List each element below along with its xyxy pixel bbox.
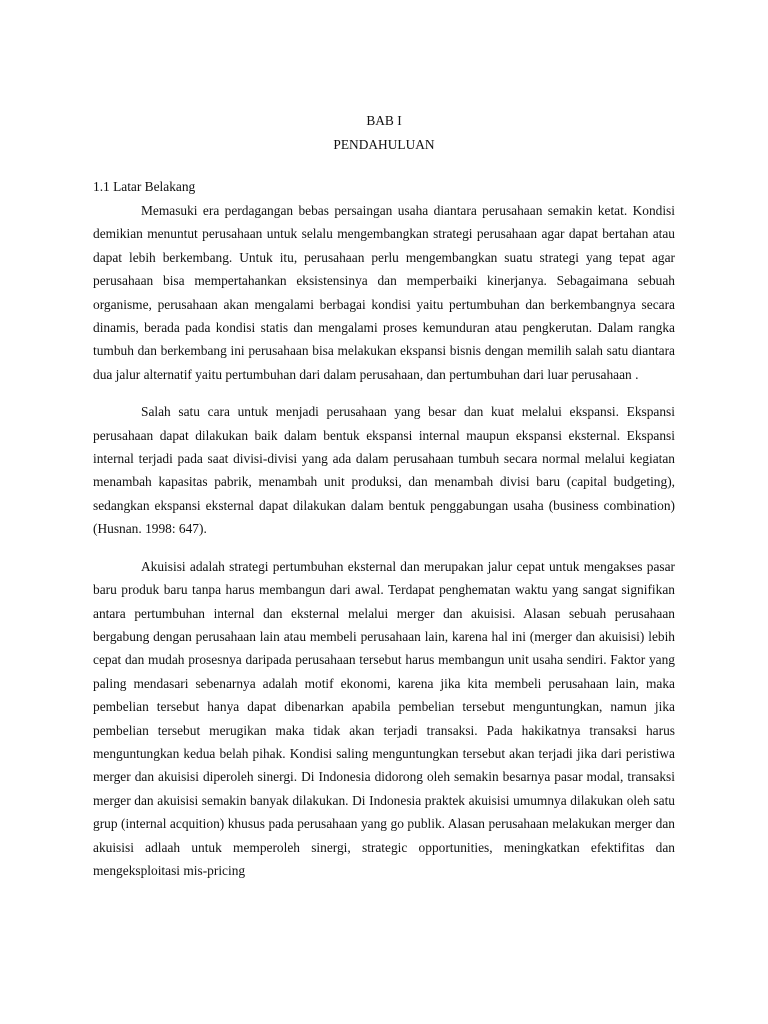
paragraph-1: Memasuki era perdagangan bebas persaingan usaha diantara perusahaan semakin ketat. Kondisi demikian menuntut perusahaan untuk selalu mengembangkan strategi perusahaan agar dapat bertahan atau dapat lebih berkembang. Untuk itu, perusahaan perlu mengembangkan suatu strategi yang tepat agar perusahaan bisa mempertahankan eksistensinya dan memperbaiki kinerjanya. Sebagaimana sebuah organisme, perusahaan akan mengalami berbagai kondisi yaitu pertumbuhan dan berkembangnya secara dinamis, berada pada kondisi statis dan mengalami proses kemunduran atau pengkerutan. Dalam rangka tumbuh dan berkembang ini perusahaan bisa melakukan ekspansi bisnis dengan memilih salah satu diantara dua jalur alternatif yaitu pertumbuhan dari dalam perusahaan, dan pertumbuhan dari luar perusahaan . xyxy=(93,203,675,382)
chapter-heading xyxy=(0,109,768,157)
paragraph-3: Akuisisi adalah strategi pertumbuhan eksternal dan merupakan jalur cepat untuk mengakses pasar baru produk baru tanpa harus membangun dari awal. Terdapat penghematan waktu yang sangat signifikan antara pertumbuhan internal dan eksternal melalui merger dan akuisisi. Alasan sebuah perusahaan bergabung dengan perusahaan lain atau membeli perusahaan lain, karena hal ini (merger dan akuisisi) lebih cepat dan mudah prosesnya daripada perusahaan tersebut harus membangun unit usaha sendiri. Faktor yang paling mendasari sebenarnya adalah motif ekonomi, karena jika kita membeli perusahaan lain, maka pembelian tersebut hanya dapat dibenarkan apabila pembelian tersebut menguntungkan, namun jika pembelian tersebut merugikan maka tidak akan terjadi transaksi. Pada hakikatnya transaksi harus menguntungkan kedua belah pihak. Kondisi saling menguntungkan tersebut akan terjadi jika dari peristiwa merger dan akuisisi diperoleh sinergi. Di Indonesia didorong oleh semakin besarnya pasar modal, transaksi merger dan akuisisi semakin banyak dilakukan. Di Indonesia praktek akuisisi umumnya dilakukan oleh satu grup (internal acquition) khusus pada perusahaan yang go publik. Alasan perusahaan melakukan merger dan akuisisi adlaah untuk memperoleh sinergi, strategic opportunities, meningkatkan efektifitas dan mengeksploitasi mis-pricing xyxy=(93,558,675,878)
paragraph-2: Salah satu cara untuk menjadi perusahaan yang besar dan kuat melalui ekspansi. Ekspansi perusahaan dapat dilakukan baik dalam bentuk ekspansi internal maupun ekspansi eksternal. Ekspansi internal terjadi pada saat divisi-divisi yang ada dalam perusahaan tumbuh secara normal melalui kegiatan menambah kapasitas pabrik, menambah unit produksi, dan menambah divisi baru (capital budgeting), sedangkan ekspansi eksternal dapat dilakukan dalam bentuk penggabungan usaha (business combination) (Husnan. 1998: 647). xyxy=(93,404,675,537)
body-text xyxy=(93,199,675,896)
section-heading: 1.1 Latar Belakang xyxy=(93,179,196,194)
chapter-number: BAB I xyxy=(366,113,402,128)
chapter-title: PENDAHULUAN xyxy=(333,137,435,152)
